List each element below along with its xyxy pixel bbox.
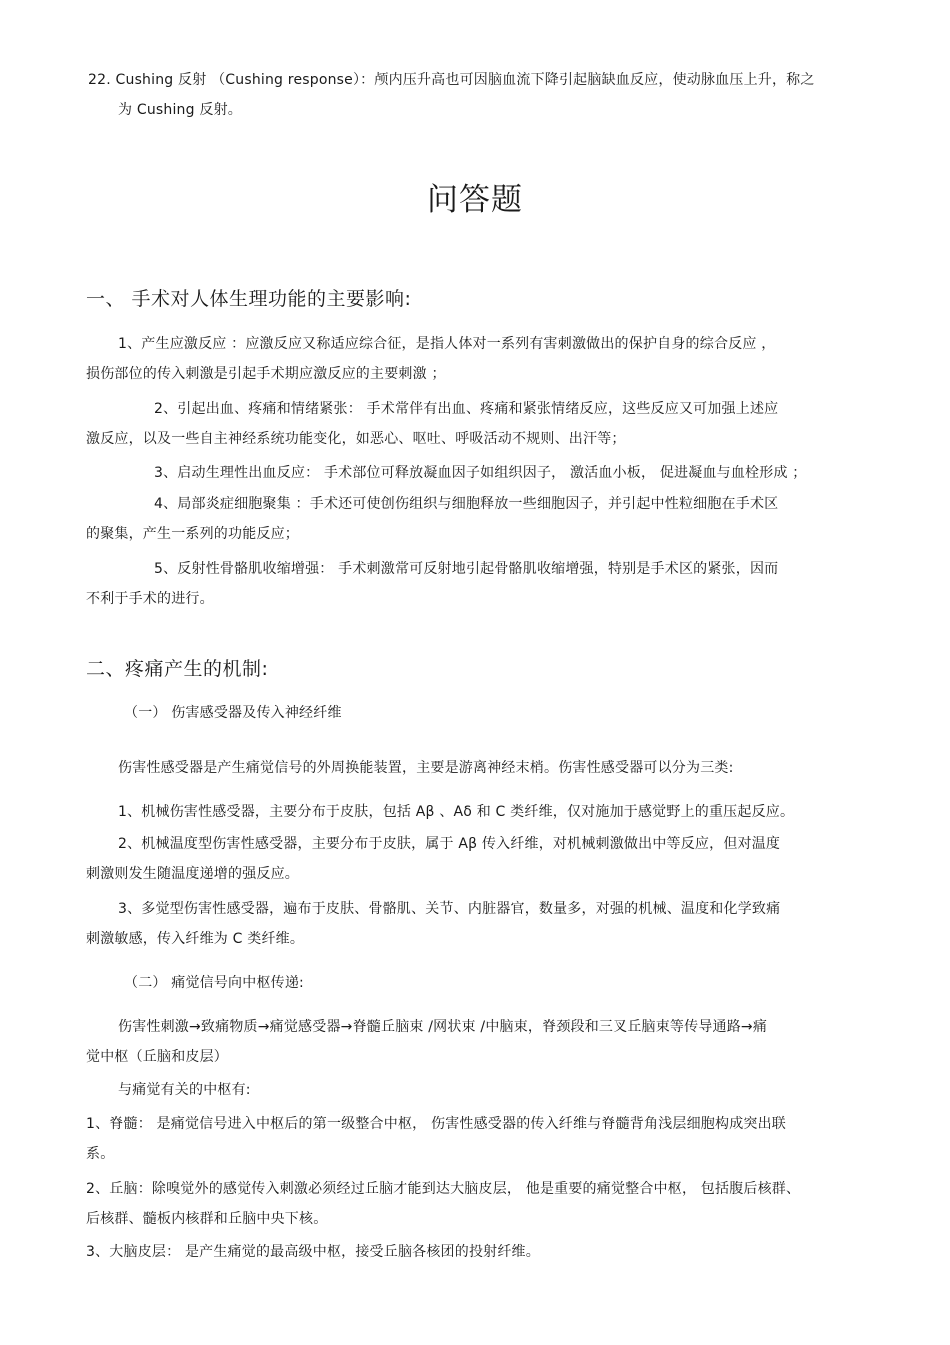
s2-pathway-line-1: 伤害性刺激→致痛物质→痛觉感受器→脊髓丘脑束 /网状束 /中脑束，脊颈段和三叉丘脑束等传导通路→痛 <box>118 1019 768 1035</box>
s2-centers-intro: 与痛觉有关的中枢有: <box>118 1082 251 1098</box>
s2-center-3-line-1: 3、大脑皮层： 是产生痛觉的最高级中枢，接受丘脑各核团的投射纤维。 <box>86 1244 540 1260</box>
item-22-line-2: 为 Cushing 反射。 <box>118 102 242 118</box>
page-title: 问答题 <box>427 182 523 218</box>
s2-type-2-line-2: 刺激则发生随温度递增的强反应。 <box>86 866 299 882</box>
s2-intro: 伤害性感受器是产生痛觉信号的外周换能装置，主要是游离神经末梢。伤害性感受器可以分为三类: <box>118 760 734 776</box>
s1-paragraph-1-line-1: 1、产生应激反应 ：应激反应又称适应综合征，是指人体对一系列有害刺激做出的保护自身的综合反应 ， <box>118 336 776 352</box>
s2-center-2-line-2: 后核群、髓板内核群和丘脑中央下核。 <box>86 1211 328 1227</box>
s1-paragraph-4-line-2: 的聚集，产生一系列的功能反应； <box>86 526 299 542</box>
s1-paragraph-4-line-1: 4、局部炎症细胞聚集 ：手术还可使创伤组织与细胞释放一些细胞因子，并引起中性粒细胞在手术区 <box>154 496 779 512</box>
s2-pathway-line-2: 觉中枢（丘脑和皮层） <box>86 1049 228 1065</box>
s2-type-3-line-1: 3、多觉型伤害性感受器，遍布于皮肤、骨骼肌、关节、内脏器官，数量多，对强的机械、温度和化学致痛 <box>118 901 781 917</box>
s2-type-2-line-1: 2、机械温度型伤害性感受器，主要分布于皮肤，属于 Aβ 传入纤维，对机械刺激做出中等反应，但对温度 <box>118 836 781 852</box>
s2-subheading-1: （一） 伤害感受器及传入神经纤维 <box>124 705 342 721</box>
s1-paragraph-2-line-2: 激反应，以及一些自主神经系统功能变化，如恶心、呕吐、呼吸活动不规则、出汗等； <box>86 431 626 447</box>
s2-type-1-line-1: 1、机械伤害性感受器，主要分布于皮肤，包括 Aβ 、Aδ 和 C 类纤维，仅对施加于感觉野上的重压起反应。 <box>118 804 795 820</box>
section-2-heading: 二、疼痛产生的机制: <box>86 658 269 680</box>
s1-paragraph-3-line-1: 3、启动生理性出血反应： 手术部位可释放凝血因子如组织因子， 激活血小板， 促进凝血与血栓形成 ； <box>154 465 807 481</box>
s2-center-1-line-1: 1、脊髓： 是痛觉信号进入中枢后的第一级整合中枢， 伤害性感受器的传入纤维与脊髓背角浅层细胞构成突出联 <box>86 1116 787 1132</box>
item-22-line-1: 22. Cushing 反射 （Cushing response）：颅内压升高也可因脑血流下降引起脑缺血反应，使动脉血压上升，称之 <box>88 72 815 88</box>
s1-paragraph-5-line-1: 5、反射性骨骼肌收缩增强： 手术刺激常可反射地引起骨骼肌收缩增强，特别是手术区的紧张，因而 <box>154 561 779 577</box>
s2-type-3-line-2: 刺激敏感，传入纤维为 C 类纤维。 <box>86 931 305 947</box>
s2-center-2-line-1: 2、丘脑：除嗅觉外的感觉传入刺激必须经过丘脑才能到达大脑皮层， 他是重要的痛觉整合中枢， 包括腹后核群、 <box>86 1181 801 1197</box>
s1-paragraph-2-line-1: 2、引起出血、疼痛和情绪紧张： 手术常伴有出血、疼痛和紧张情绪反应，这些反应又可加强上述应 <box>154 401 779 417</box>
s1-paragraph-1-line-2: 损伤部位的传入刺激是引起手术期应激反应的主要刺激 ； <box>86 366 446 382</box>
s2-center-1-line-2: 系。 <box>86 1146 115 1162</box>
s2-subheading-2: （二） 痛觉信号向中枢传递: <box>124 975 304 991</box>
s1-paragraph-5-line-2: 不利于手术的进行。 <box>86 591 214 607</box>
section-1-heading: 一、 手术对人体生理功能的主要影响: <box>86 288 412 310</box>
